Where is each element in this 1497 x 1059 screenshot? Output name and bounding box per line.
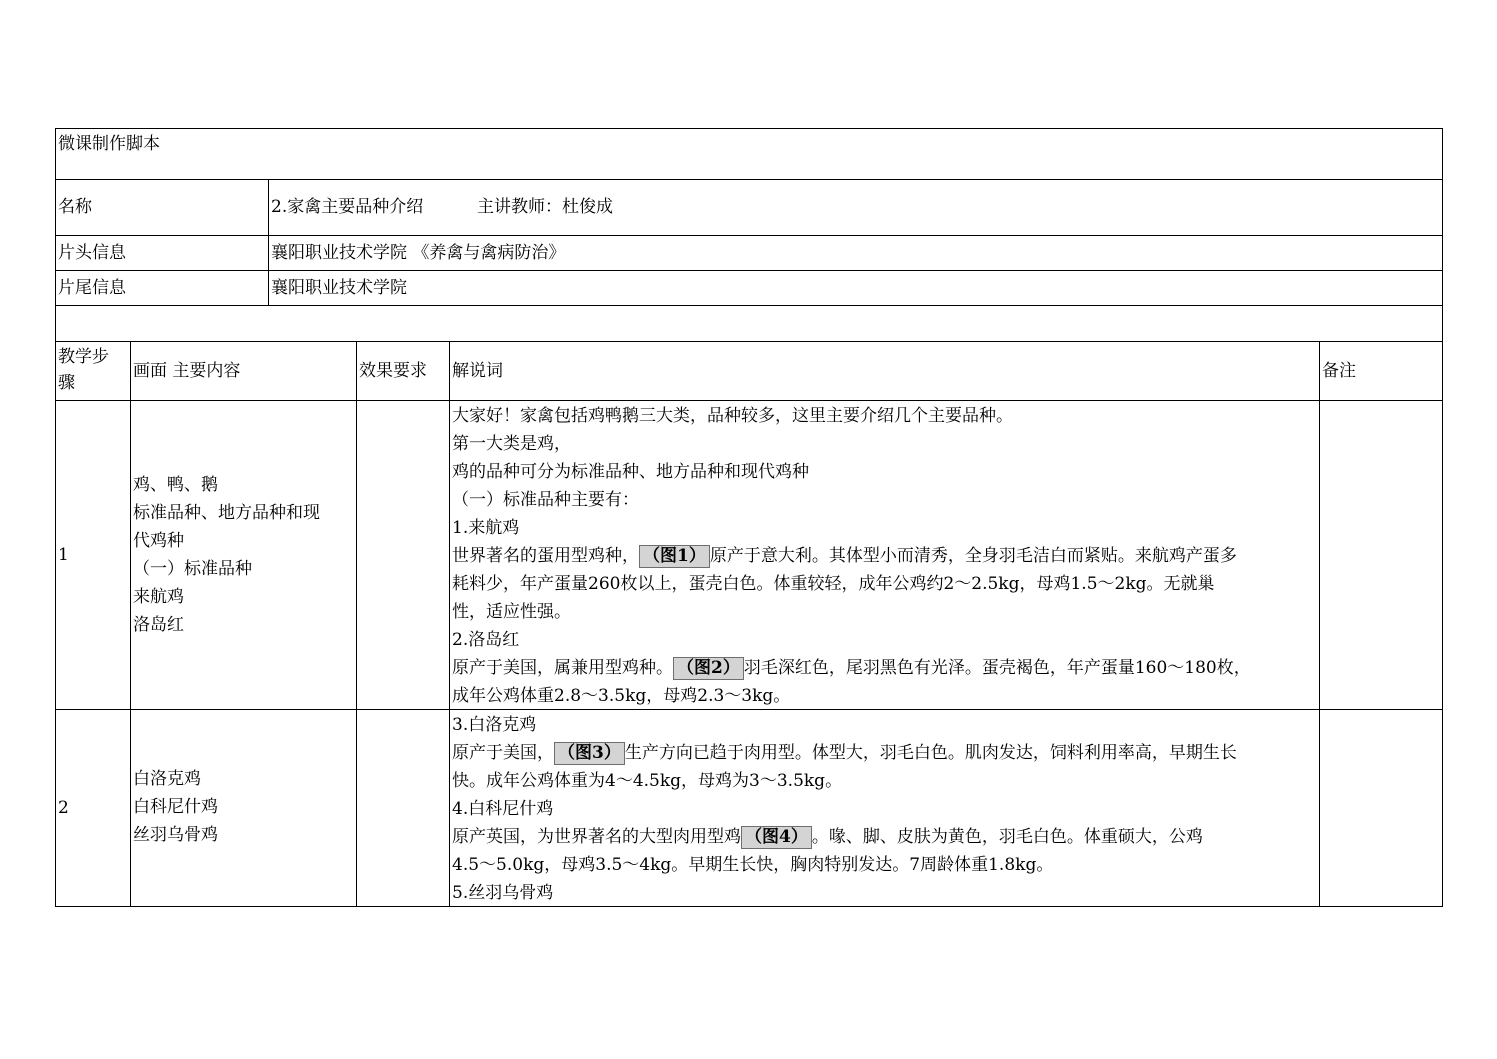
- screen-content: [133, 765, 218, 849]
- narration-text: 大家好！家禽包括鸡鸭鹅三大类，品种较多，这里主要介绍几个主要品种。 第一大类是鸡， 鸡的品种可分为标准品种、地方品种和现代鸡种 （一）标准品种主要有： 1.来航鸡 世界著名的蛋用型鸡种， （图1） 原产于意大利。其体型小而清秀，全身羽毛洁白而紧贴。来航鸡产蛋多 耗料少，年产蛋量260枚以上，蛋壳白色。体重较轻，成年公鸡约2～2.5kg，母鸡1.5～2kg。无就巢 性，适应性强。 2.洛岛红 原产于美国，属兼用型鸡种。 （图2） 羽毛深红色，尾羽黑色有光泽。蛋壳褐色，年产蛋量160～180枚， 成年公鸡体重2.8～3.5kg，母鸡2.3～3kg。: [452, 406, 1251, 706]
- figure-1-link[interactable]: （图1）: [639, 545, 710, 568]
- screen-line: 鸡、鸭、鹅: [133, 475, 218, 495]
- screen-line: （一）标准品种: [133, 559, 252, 579]
- col-header-narration: 解说词: [452, 361, 503, 381]
- figure-2-link[interactable]: （图2）: [673, 657, 744, 680]
- teacher-label: 主讲教师：杜俊成: [477, 197, 613, 217]
- name-label: 名称: [58, 197, 92, 217]
- col-header-effect: 效果要求: [359, 361, 427, 381]
- step-number: 1: [58, 545, 69, 565]
- name-value: 2.家禽主要品种介绍: [271, 197, 424, 217]
- tail-info-value: 襄阳职业技术学院: [271, 278, 407, 298]
- document-title: 微课制作脚本: [58, 134, 160, 154]
- figure-4-link[interactable]: （图4）: [741, 826, 812, 849]
- head-info-label: 片头信息: [58, 243, 126, 263]
- screen-line: 丝羽乌骨鸡: [133, 825, 218, 845]
- col-header-remark: 备注: [1322, 361, 1356, 381]
- head-info-value: 襄阳职业技术学院 《养禽与禽病防治》: [271, 243, 566, 263]
- col-header-step: 教学步 骤: [58, 347, 109, 393]
- screen-line: 标准品种、地方品种和现: [133, 503, 320, 523]
- screen-line: 来航鸡: [133, 587, 184, 607]
- tail-info-label: 片尾信息: [58, 278, 126, 298]
- figure-3-link[interactable]: （图3）: [554, 742, 625, 765]
- screen-line: 洛岛红: [133, 615, 184, 635]
- screen-content: [133, 471, 320, 639]
- step-number: 2: [58, 798, 69, 818]
- screen-line: 代鸡种: [133, 531, 184, 551]
- narration-text: 3.白洛克鸡 原产于美国， （图3） 生产方向已趋于肉用型。体型大，羽毛白色。肌肉发达，饲料利用率高，早期生长 快。成年公鸡体重为4～4.5kg，母鸡为3～3.5kg。 4.白科尼什鸡 原产英国，为世界著名的大型肉用型鸡 （图4） 。喙、脚、皮肤为黄色，羽毛白色。体重硕大，公鸡 4.5～5.0kg，母鸡3.5～4kg。早期生长快，胸肉特别发达。7周龄体重1.8kg。 5.丝羽乌骨鸡: [452, 715, 1237, 903]
- screen-line: 白洛克鸡: [133, 769, 201, 789]
- col-header-screen: 画面 主要内容: [133, 361, 241, 381]
- screen-line: 白科尼什鸡: [133, 797, 218, 817]
